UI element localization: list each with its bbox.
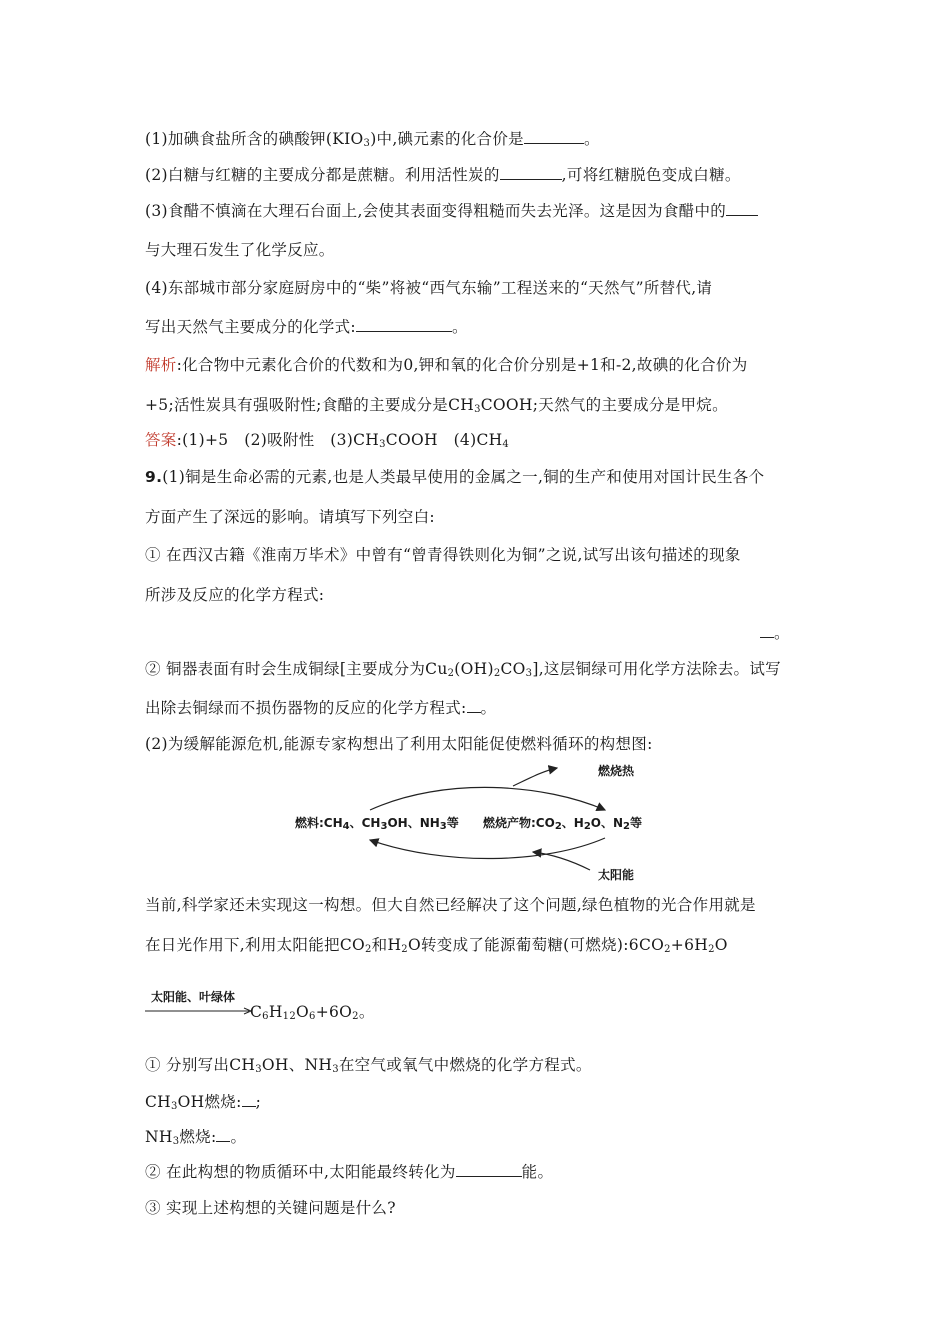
- answer-blank[interactable]: [356, 317, 452, 332]
- q9-text: NH: [145, 1128, 173, 1146]
- subscript: 2: [447, 668, 455, 679]
- punctuation: 。: [774, 624, 790, 642]
- q9-line-10: [145, 935, 728, 955]
- analysis-text: :化合物中元素化合价的代数和为0,钾和氧的化合价分别是+1和-2,故碘的化合价为: [176, 356, 748, 374]
- subscript: 4: [342, 821, 350, 832]
- q9-line-6: [145, 659, 781, 679]
- q9-text: (1)铜是生命必需的元素,也是人类最早使用的金属之一,铜的生产和使用对国计民生各个: [162, 468, 765, 486]
- q9-text: 和H: [371, 936, 402, 954]
- answer-blank[interactable]: [456, 1162, 522, 1177]
- q9-text: (OH): [454, 660, 494, 678]
- q9-line-4: 所涉及反应的化学方程式:: [145, 586, 325, 604]
- q9-line-3: ① 在西汉古籍《淮南万毕术》中曾有“曾青得铁则化为铜”之说,试写出该句描述的现象: [145, 546, 741, 564]
- products-text: 等: [630, 816, 643, 830]
- q8-part1-text: (1)加碘食盐所含的碘酸钾(KIO: [145, 130, 364, 148]
- q9-text: 出除去铜绿而不损伤器物的反应的化学方程式:: [145, 699, 467, 717]
- q9-text: ② 在此构想的物质循环中,太阳能最终转化为: [145, 1163, 456, 1181]
- subscript: 3: [439, 821, 447, 832]
- formula-text: +6O: [315, 1003, 353, 1021]
- subscript: 2: [493, 668, 501, 679]
- q9-line-9: 当前,科学家还未实现这一构想。但大自然已经解决了这个问题,绿色植物的光合作用就是: [145, 896, 756, 914]
- q9-text: 燃烧:: [179, 1128, 217, 1146]
- formula-text: O: [296, 1003, 310, 1021]
- punctuation: 。: [230, 1128, 247, 1146]
- subscript: 4: [502, 439, 510, 450]
- q9-text: 能。: [521, 1163, 554, 1181]
- analysis-text: COOH;天然气的主要成分是甲烷。: [480, 396, 728, 414]
- products-text: 燃烧产物:CO: [483, 816, 555, 830]
- q9-line-11: [250, 1002, 375, 1022]
- analysis-text: +5;活性炭具有强吸附性;食醋的主要成分是CH: [145, 396, 475, 414]
- subscript: 2: [708, 944, 715, 955]
- punctuation: 。: [583, 130, 600, 148]
- products-label: [483, 814, 642, 831]
- subscript: 6: [309, 1011, 316, 1022]
- reaction-arrow: [145, 988, 255, 1018]
- q9-text: ② 铜器表面有时会生成铜绿[主要成分为Cu: [145, 660, 448, 678]
- q9-text: ],这层铜绿可用化学方法除去。试写: [532, 660, 781, 678]
- q8-part1-text: )中,碘元素的化合价是: [370, 130, 524, 148]
- analysis-line-1: [145, 355, 748, 375]
- subscript: 2: [623, 821, 631, 832]
- subscript: 2: [664, 944, 671, 955]
- q8-part3-text: (3)食醋不慎滴在大理石台面上,会使其表面变得粗糙而失去光泽。这是因为食醋中的: [145, 202, 727, 220]
- top-arc-arrow: [370, 787, 605, 810]
- subscript: 3: [474, 404, 481, 415]
- products-text: 、H: [561, 816, 584, 830]
- answer-text: :(1)+5 (2)吸附性 (3)CH: [176, 431, 380, 449]
- heat-label: 燃烧热: [598, 764, 635, 778]
- subscript: 6: [262, 1011, 269, 1022]
- bottom-arc-arrow: [370, 838, 605, 859]
- q8-part2-text: (2)白糖与红糖的主要成分都是蔗糖。利用活性炭的: [145, 166, 500, 184]
- q9-text: O: [714, 936, 728, 954]
- subscript: 3: [332, 1064, 339, 1075]
- analysis-label: 解析: [145, 356, 177, 374]
- fuel-cycle-diagram: [285, 756, 665, 886]
- q9-line-5: [760, 623, 790, 643]
- q8-part4-cont: [145, 317, 468, 337]
- q8-part2-text: ,可将红糖脱色变成白糖。: [561, 166, 741, 184]
- subscript: 3: [363, 138, 371, 149]
- q9-line-12: [145, 1055, 592, 1075]
- q9-text: ① 分别写出CH: [145, 1056, 256, 1074]
- answer-blank[interactable]: [760, 623, 774, 638]
- answer-blank[interactable]: [726, 201, 758, 216]
- subscript: 2: [554, 821, 562, 832]
- solar-label: 太阳能: [598, 868, 635, 882]
- q9-line-13: [145, 1092, 261, 1112]
- subscript: 2: [352, 1011, 359, 1022]
- fuel-text: 燃料:CH: [295, 816, 343, 830]
- subscript: 2: [583, 821, 591, 832]
- punctuation: 。: [480, 699, 497, 717]
- q9-text: CH: [145, 1093, 171, 1111]
- q9-line-16: ③ 实现上述构想的关键问题是什么?: [145, 1199, 396, 1217]
- q9-text: 在空气或氧气中燃烧的化学方程式。: [338, 1056, 592, 1074]
- answer-blank[interactable]: [242, 1092, 256, 1107]
- heat-branch-arrow: [513, 768, 557, 786]
- question-number: 9.: [145, 468, 163, 486]
- q8-part3-cont: 与大理石发生了化学反应。: [145, 241, 335, 259]
- q9-text: OH、NH: [261, 1056, 333, 1074]
- q8-part4-text: 写出天然气主要成分的化学式:: [145, 318, 356, 336]
- q9-line-8: (2)为缓解能源危机,能源专家构想出了利用太阳能促使燃料循环的构想图:: [145, 735, 653, 753]
- q9-line-1: [145, 467, 764, 487]
- q9-line-14: [145, 1127, 246, 1147]
- subscript: 3: [170, 1101, 178, 1112]
- fuel-label: [295, 814, 459, 831]
- q8-part4: (4)东部城市部分家庭厨房中的“柴”将被“西气东输”工程送来的“天然气”所替代,请: [145, 279, 713, 297]
- answer-text: COOH (4)CH: [385, 431, 503, 449]
- q9-line-15: [145, 1162, 553, 1182]
- subscript: 2: [365, 944, 372, 955]
- subscript: 3: [380, 821, 388, 832]
- subscript: 3: [255, 1064, 262, 1075]
- punctuation: ;: [255, 1093, 262, 1111]
- reaction-condition: 太阳能、叶绿体: [151, 990, 236, 1004]
- subscript: 3: [525, 668, 533, 679]
- answer-blank[interactable]: [500, 165, 562, 180]
- fuel-text: 等: [446, 816, 459, 830]
- punctuation: 。: [358, 1003, 375, 1021]
- q8-part1: [145, 129, 600, 149]
- fuel-text: 、CH: [349, 816, 381, 830]
- analysis-line-2: [145, 395, 728, 415]
- answer-line: [145, 430, 509, 450]
- answer-blank[interactable]: [524, 129, 584, 144]
- formula-text: C: [250, 1003, 263, 1021]
- reaction-arrow-line: [145, 1006, 255, 1016]
- answer-blank[interactable]: [467, 698, 481, 713]
- subscript: 3: [172, 1136, 180, 1147]
- q9-text: 在日光作用下,利用太阳能把CO: [145, 936, 365, 954]
- q9-line-7: [145, 698, 496, 718]
- q9-text: O转变成了能源葡萄糖(可燃烧):6CO: [407, 936, 665, 954]
- q8-part2: [145, 165, 741, 185]
- q9-text: CO: [500, 660, 526, 678]
- punctuation: 。: [451, 318, 468, 336]
- answer-label: 答案: [145, 431, 177, 449]
- q9-text: OH燃烧:: [177, 1093, 242, 1111]
- subscript: 2: [401, 944, 408, 955]
- answer-blank[interactable]: [216, 1127, 230, 1142]
- subscript: 12: [282, 1011, 296, 1022]
- q9-text: +6H: [670, 936, 709, 954]
- subscript: 3: [379, 439, 386, 450]
- q9-line-2: 方面产生了深远的影响。请填写下列空白:: [145, 508, 435, 526]
- fuel-text: OH、NH: [387, 816, 440, 830]
- q8-part3: [145, 201, 758, 221]
- formula-text: H: [268, 1003, 283, 1021]
- products-text: O、N: [590, 816, 624, 830]
